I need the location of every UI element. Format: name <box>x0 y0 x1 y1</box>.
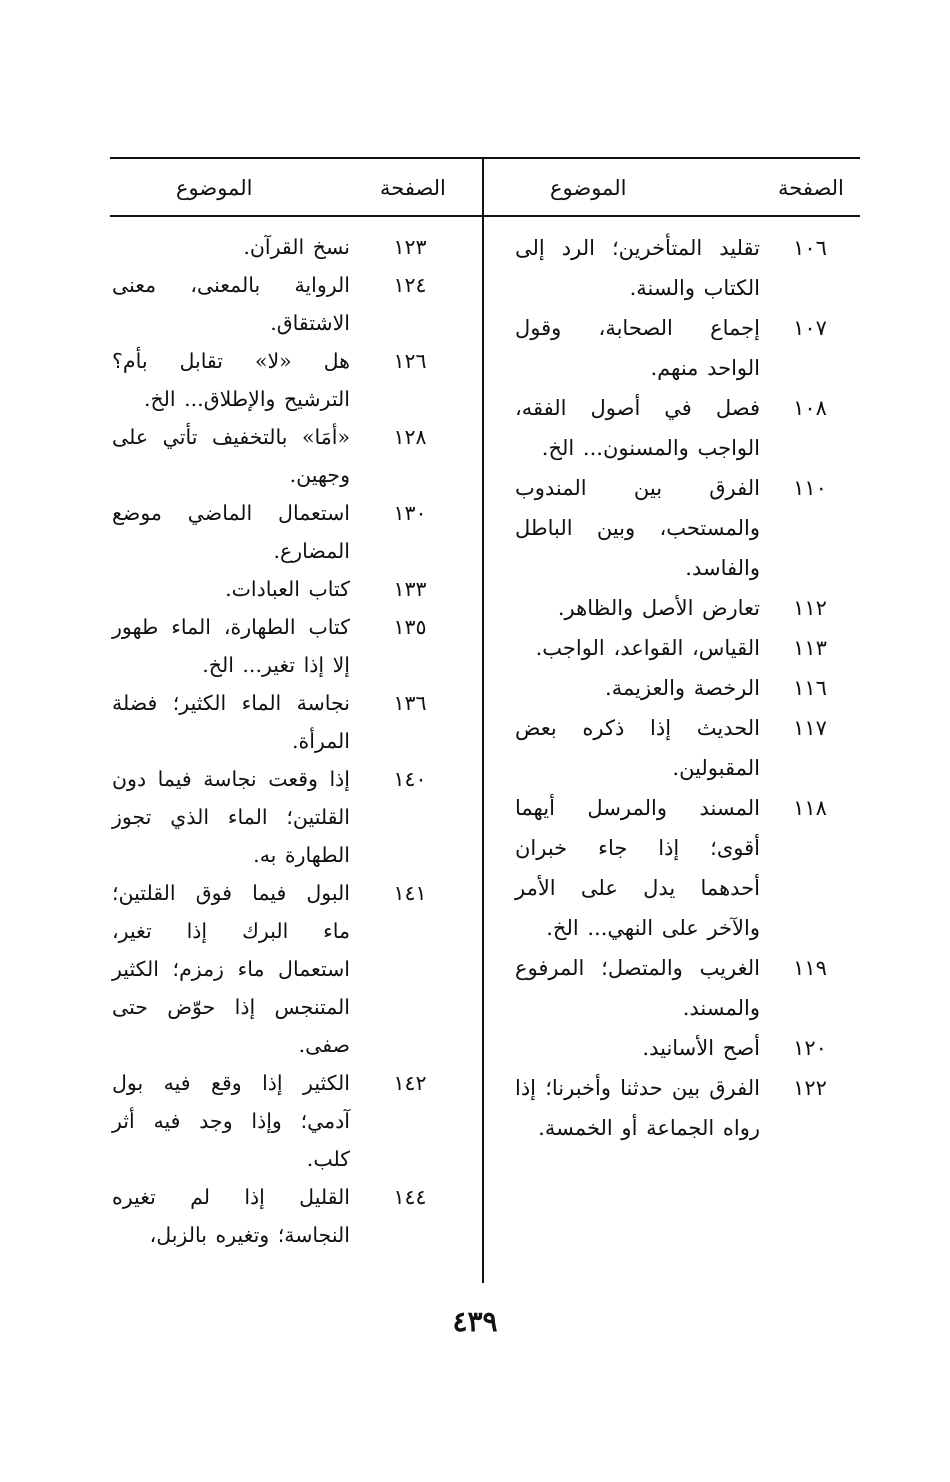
index-entry <box>108 874 470 1064</box>
page-number: ١٢٢ <box>793 1076 827 1100</box>
topic-text: الرواية بالمعنى، معنى الاشتقاق. <box>112 273 350 335</box>
topic-text: الفرق بين المندوب والمستحب، وبين الباطل والفاسد. <box>515 476 760 580</box>
topic-text: تقليد المتأخرين؛ الرد إلى الكتاب والسنة. <box>515 236 760 300</box>
page-number: ١٢٠ <box>793 1036 827 1060</box>
index-entry <box>108 684 470 760</box>
index-entry <box>505 228 860 308</box>
page-number: ١٢٨ <box>393 425 427 449</box>
top-rule <box>110 157 860 159</box>
topic-text: استعمال الماضي موضع المضارع. <box>112 501 350 563</box>
page-number: ١٤٠ <box>393 767 427 791</box>
index-entry <box>505 788 860 948</box>
page-number: ١١٧ <box>793 716 827 740</box>
index-entry <box>505 668 860 708</box>
left-topic-header: الموضوع <box>176 176 253 200</box>
column-divider <box>482 157 484 1283</box>
index-entry <box>505 628 860 668</box>
index-entry <box>108 1064 470 1178</box>
page-number: ١٤٢ <box>393 1071 427 1095</box>
left-page-header: الصفحة <box>380 176 446 200</box>
page-number: ١١٦ <box>793 676 827 700</box>
right-page-header: الصفحة <box>778 176 844 200</box>
index-entry <box>108 608 470 684</box>
topic-text: القياس، القواعد، الواجب. <box>535 636 760 660</box>
topic-text: فصل في أصول الفقه، الواجب والمسنون... الخ. <box>515 396 760 460</box>
index-entry <box>505 1028 860 1068</box>
index-entry <box>505 308 860 388</box>
topic-text: القليل إذا لم تغيره النجاسة؛ وتغيره بالزبل، <box>112 1185 350 1247</box>
topic-text: كتاب الطهارة، الماء طهور إلا إذا تغير... الخ. <box>112 615 350 677</box>
index-entry <box>108 228 470 266</box>
index-entry <box>505 1068 860 1148</box>
page-number: ١٣٦ <box>393 691 427 715</box>
topic-text: المسند والمرسل أيهما أقوى؛ إذا جاء خبران أحدهما يدل على الأمر والآخر على النهي... الخ. <box>515 796 760 940</box>
index-entry <box>108 342 470 418</box>
topic-text: الفرق بين حدثنا وأخبرنا؛ إذا رواه الجماعة أو الخمسة. <box>515 1076 760 1140</box>
page-number: ١٣٣ <box>393 577 427 601</box>
page-number: ١٤٤ <box>393 1185 427 1209</box>
index-entry <box>108 266 470 342</box>
index-entry <box>505 388 860 468</box>
topic-text: إذا وقعت نجاسة فيما دون القلتين؛ الماء الذي تجوز الطهارة به. <box>112 767 350 867</box>
index-entry <box>505 588 860 628</box>
right-topic-header: الموضوع <box>550 176 627 200</box>
topic-text: هل «لا» تقابل بأم؟ الترشيح والإطلاق... الخ. <box>112 349 350 411</box>
page-number: ١١٠ <box>793 476 827 500</box>
index-entry <box>108 418 470 494</box>
page-number: ١٢٤ <box>393 273 427 297</box>
right-column <box>505 228 860 1148</box>
page-number: ١٣٥ <box>393 615 427 639</box>
header-rule <box>110 215 860 217</box>
topic-text: الحديث إذا ذكره بعض المقبولين. <box>515 716 760 780</box>
topic-text: تعارض الأصل والظاهر. <box>557 596 760 620</box>
topic-text: إجماع الصحابة، وقول الواحد منهم. <box>515 316 760 380</box>
page-number: ١١٨ <box>793 796 827 820</box>
index-entry <box>108 494 470 570</box>
page-number: ١١٣ <box>793 636 827 660</box>
page-number: ١٠٨ <box>793 396 827 420</box>
page-number: ١٢٣ <box>393 235 427 259</box>
page-number: ١٤١ <box>393 881 427 905</box>
topic-text: كتاب العبادات. <box>225 577 350 601</box>
topic-text: الرخصة والعزيمة. <box>605 676 760 700</box>
topic-text: نجاسة الماء الكثير؛ فضلة المرأة. <box>112 691 350 753</box>
topic-text: أصح الأسانيد. <box>642 1036 760 1060</box>
page-number: ١١٩ <box>793 956 827 980</box>
page-number: ١١٢ <box>793 596 827 620</box>
topic-text: نسخ القرآن. <box>243 235 350 259</box>
page-folio: ٤٣٩ <box>452 1305 498 1338</box>
left-column <box>108 228 470 1254</box>
page-number: ١٢٦ <box>393 349 427 373</box>
index-entry <box>505 708 860 788</box>
index-entry <box>505 468 860 588</box>
page-number: ١٠٧ <box>793 316 827 340</box>
index-entry <box>505 948 860 1028</box>
index-entry <box>108 1178 470 1254</box>
page-number: ١٣٠ <box>393 501 427 525</box>
topic-text: البول فيما فوق القلتين؛ ماء البرك إذا تغير، استعمال ماء زمزم؛ الكثير المتنجس إذا حوّض حتى صفى. <box>112 881 350 1057</box>
topic-text: الغريب والمتصل؛ المرفوع والمسند. <box>515 956 760 1020</box>
page-number: ١٠٦ <box>793 236 827 260</box>
index-entry <box>108 570 470 608</box>
index-entry <box>108 760 470 874</box>
topic-text: «أمَا» بالتخفيف تأتي على وجهين. <box>112 425 350 487</box>
topic-text: الكثير إذا وقع فيه بول آدمي؛ وإذا وجد فيه أثر كلب. <box>112 1071 350 1171</box>
